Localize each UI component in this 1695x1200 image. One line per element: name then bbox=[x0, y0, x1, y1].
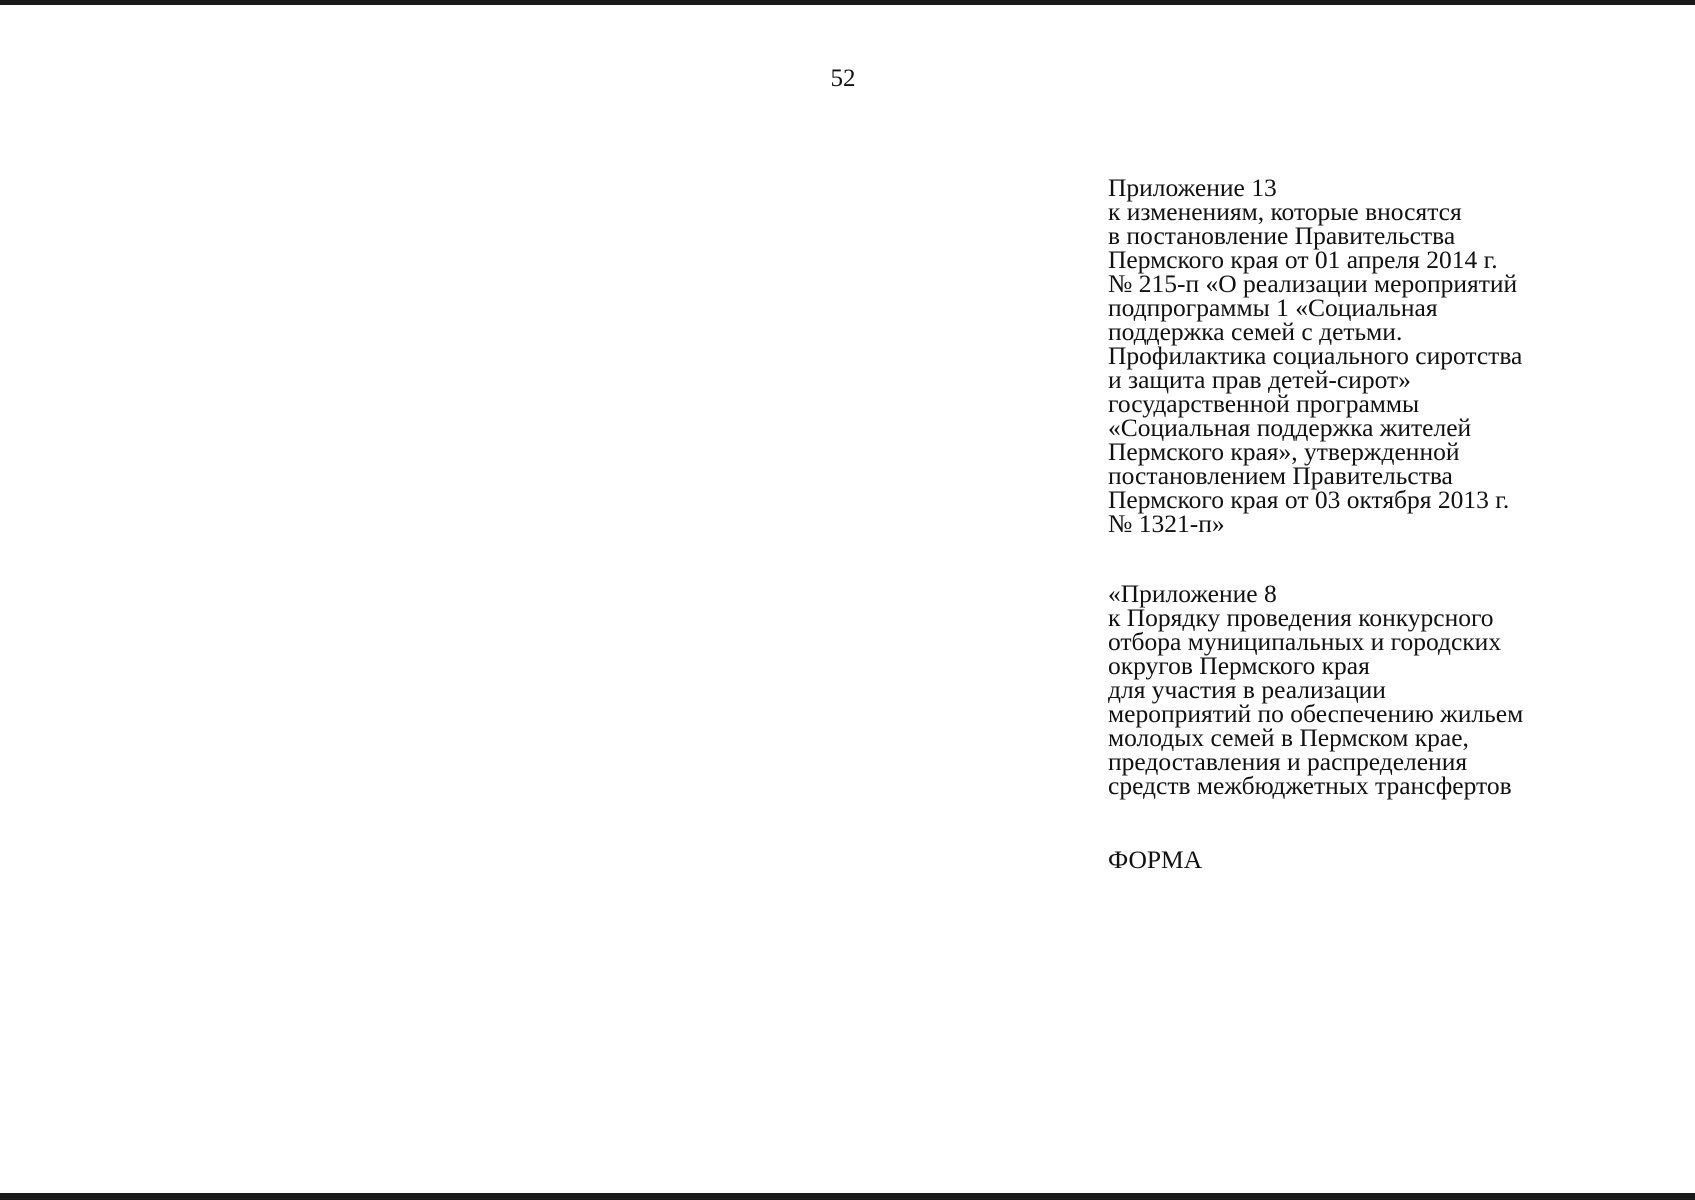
appendix-13-line: Приложение 13 bbox=[1108, 173, 1277, 202]
appendix-13-line: Пермского края от 01 апреля 2014 г. bbox=[1108, 245, 1498, 274]
form-label: ФОРМА bbox=[1108, 845, 1203, 874]
appendix-13-line: «Социальная поддержка жителей bbox=[1108, 413, 1472, 442]
appendix-13-line: государственной программы bbox=[1108, 389, 1420, 418]
appendix-13-line: Профилактика социального сиротства bbox=[1108, 341, 1523, 370]
appendix-13-line: подпрограммы 1 «Социальная bbox=[1108, 293, 1438, 322]
appendix-13-line: постановлением Правительства bbox=[1108, 461, 1453, 490]
appendix-8-line: молодых семей в Пермском крае, bbox=[1108, 723, 1469, 752]
appendix-8-line: «Приложение 8 bbox=[1108, 579, 1277, 608]
appendix-13-line: и защита прав детей-сирот» bbox=[1108, 365, 1411, 394]
appendix-8-line: предоставления и распределения bbox=[1108, 747, 1468, 776]
appendix-13-line: поддержка семей с детьми. bbox=[1108, 317, 1403, 346]
scan-edge-bottom bbox=[0, 1193, 1695, 1200]
appendix-13-line: Пермского края от 03 октября 2013 г. bbox=[1108, 485, 1510, 514]
appendix-8-line: для участия в реализации bbox=[1108, 675, 1386, 704]
appendix-8-line: отбора муниципальных и городских bbox=[1108, 627, 1502, 656]
appendix-8-line: к Порядку проведения конкурсного bbox=[1108, 603, 1494, 632]
appendix-8-header bbox=[1108, 579, 1668, 800]
appendix-13-line: в постановление Правительства bbox=[1108, 221, 1456, 250]
appendix-13-line: № 215-п «О реализации мероприятий bbox=[1108, 269, 1518, 298]
appendix-8-line: округов Пермского края bbox=[1108, 651, 1370, 680]
appendix-13-line: № 1321-п» bbox=[1108, 509, 1225, 538]
scan-edge-top bbox=[0, 0, 1695, 5]
appendix-13-line: Пермского края», утвержденной bbox=[1108, 437, 1460, 466]
appendix-13-line: к изменениям, которые вносятся bbox=[1108, 197, 1462, 226]
appendix-8-line: средств межбюджетных трансфертов bbox=[1108, 771, 1512, 800]
appendix-13-header bbox=[1108, 173, 1668, 538]
page-number: 52 bbox=[830, 65, 856, 92]
appendix-8-line: мероприятий по обеспечению жильем bbox=[1108, 699, 1524, 728]
